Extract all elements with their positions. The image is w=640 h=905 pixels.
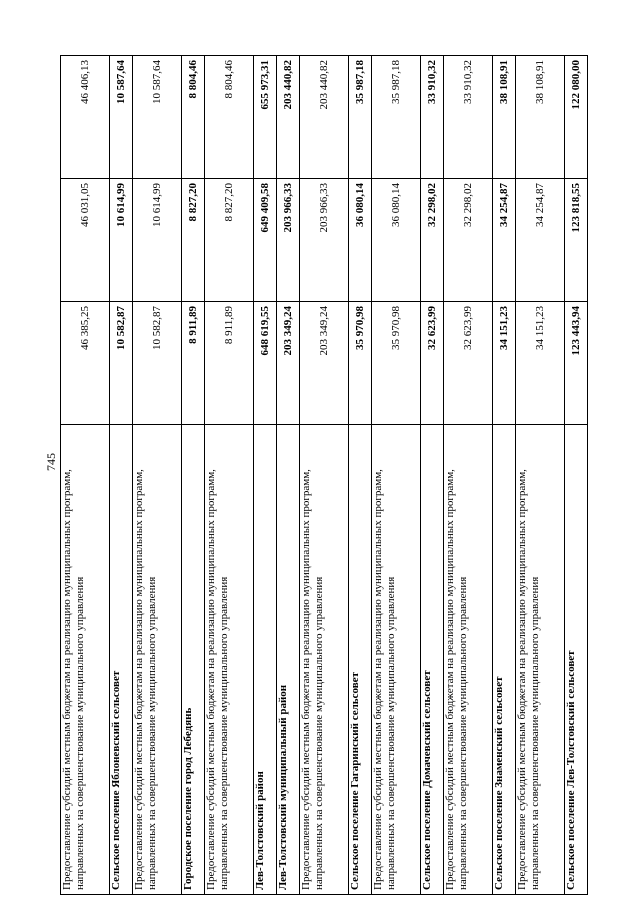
row-value-2: 32 298,02	[444, 179, 493, 302]
table-row	[372, 56, 421, 895]
row-value-1: 123 443,94	[565, 302, 588, 425]
budget-table	[60, 55, 588, 895]
row-value-3: 33 910,32	[444, 56, 493, 179]
table-row	[565, 56, 588, 895]
row-value-2: 649 409,58	[254, 179, 277, 302]
table-row	[349, 56, 372, 895]
row-value-1: 34 151,23	[493, 302, 516, 425]
row-value-2: 8 827,20	[182, 179, 205, 302]
row-value-1: 32 623,99	[444, 302, 493, 425]
row-name: Лев-Толстовский муниципальный район	[277, 425, 300, 895]
row-value-3: 203 440,82	[277, 56, 300, 179]
row-value-1: 34 151,23	[516, 302, 565, 425]
table-row	[421, 56, 444, 895]
row-value-3: 122 080,00	[565, 56, 588, 179]
row-value-1: 46 385,25	[61, 302, 110, 425]
row-name: Городское поселение город Лебедянь	[182, 425, 205, 895]
row-value-1: 10 582,87	[133, 302, 182, 425]
row-name: Предоставление субсидий местным бюджетам на реализацию муниципальных программ, направленных на совершенствование муниципального управления	[372, 425, 421, 895]
page-number: 745	[44, 453, 58, 471]
rotated-table-wrapper	[60, 55, 580, 895]
row-value-2: 123 818,55	[565, 179, 588, 302]
row-value-2: 10 614,99	[133, 179, 182, 302]
row-name: Сельское поселение Знаменский сельсовет	[493, 425, 516, 895]
row-name: Предоставление субсидий местным бюджетам на реализацию муниципальных программ, направленных на совершенствование муниципального управления	[444, 425, 493, 895]
table-row	[254, 56, 277, 895]
row-value-1: 203 349,24	[300, 302, 349, 425]
table-row	[277, 56, 300, 895]
row-name: Предоставление субсидий местным бюджетам на реализацию муниципальных программ, направленных на совершенствование муниципального управления	[205, 425, 254, 895]
row-value-1: 8 911,89	[205, 302, 254, 425]
table-row	[444, 56, 493, 895]
table-row	[516, 56, 565, 895]
row-name: Сельское поселение Гагаринский сельсовет	[349, 425, 372, 895]
row-name: Предоставление субсидий местным бюджетам на реализацию муниципальных программ, направленных на совершенствование муниципального управления	[133, 425, 182, 895]
row-name: Предоставление субсидий местным бюджетам на реализацию муниципальных программ, направленных на совершенствование муниципального управления	[61, 425, 110, 895]
row-value-1: 8 911,89	[182, 302, 205, 425]
row-value-3: 38 108,91	[493, 56, 516, 179]
row-value-3: 203 440,82	[300, 56, 349, 179]
row-value-1: 32 623,99	[421, 302, 444, 425]
row-value-3: 35 987,18	[372, 56, 421, 179]
row-value-2: 203 966,33	[300, 179, 349, 302]
row-value-2: 36 080,14	[372, 179, 421, 302]
row-value-3: 33 910,32	[421, 56, 444, 179]
row-value-1: 10 582,87	[110, 302, 133, 425]
row-name: Сельское поселение Яблоневский сельсовет	[110, 425, 133, 895]
row-value-2: 203 966,33	[277, 179, 300, 302]
row-value-2: 32 298,02	[421, 179, 444, 302]
table-row	[300, 56, 349, 895]
row-value-2: 36 080,14	[349, 179, 372, 302]
row-name: Сельское поселение Домачевский сельсовет	[421, 425, 444, 895]
row-value-2: 34 254,87	[493, 179, 516, 302]
row-value-3: 10 587,64	[133, 56, 182, 179]
row-value-3: 35 987,18	[349, 56, 372, 179]
table-row	[182, 56, 205, 895]
row-value-3: 655 973,31	[254, 56, 277, 179]
row-value-2: 8 827,20	[205, 179, 254, 302]
row-value-1: 35 970,98	[372, 302, 421, 425]
table-row	[205, 56, 254, 895]
table-row	[133, 56, 182, 895]
row-name: Предоставление субсидий местным бюджетам на реализацию муниципальных программ, направленных на совершенствование муниципального управления	[516, 425, 565, 895]
row-name: Сельское поселение Лев-Толстовский сельсовет	[565, 425, 588, 895]
row-name: Лев-Толстовский район	[254, 425, 277, 895]
row-value-2: 10 614,99	[110, 179, 133, 302]
row-value-3: 8 804,46	[182, 56, 205, 179]
row-value-1: 648 619,55	[254, 302, 277, 425]
row-value-2: 34 254,87	[516, 179, 565, 302]
row-value-3: 38 108,91	[516, 56, 565, 179]
table-row	[493, 56, 516, 895]
row-value-3: 46 406,13	[61, 56, 110, 179]
row-value-1: 35 970,98	[349, 302, 372, 425]
table-row	[110, 56, 133, 895]
row-value-1: 203 349,24	[277, 302, 300, 425]
row-value-3: 8 804,46	[205, 56, 254, 179]
row-value-3: 10 587,64	[110, 56, 133, 179]
row-value-2: 46 031,05	[61, 179, 110, 302]
table-row	[61, 56, 110, 895]
row-name: Предоставление субсидий местным бюджетам на реализацию муниципальных программ, направленных на совершенствование муниципального управления	[300, 425, 349, 895]
